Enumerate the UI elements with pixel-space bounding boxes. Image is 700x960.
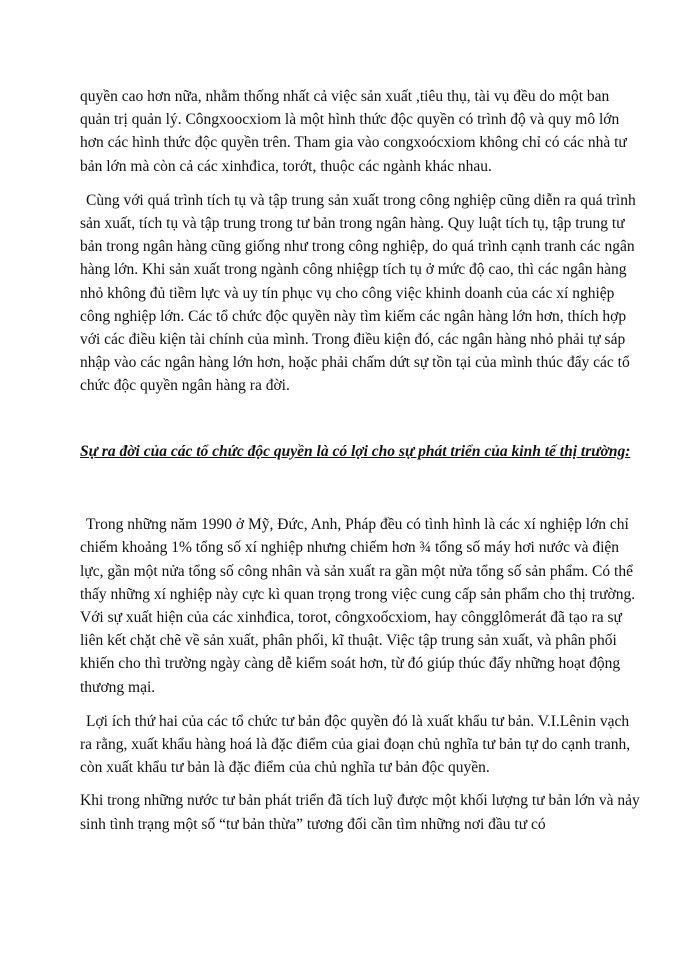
paragraph-4: Lợi ích thứ hai của các tổ chức tư bản độc quyền đó là xuất khẩu tư bản. V.I.Lênin vạch ra rằng, xuất khẩu hàng hoá là đặc điểm của giai đoạn chủ nghĩa tư bản tự do cạnh tranh, còn xuất khẩu tư bản là đặc điểm của chủ nghĩa tư bản độc quyền. bbox=[80, 712, 631, 777]
paragraph-3: Trong những năm 1990 ở Mỹ, Đức, Anh, Pháp đều có tình hình là các xí nghiệp lớn chỉ chiếm khoảng 1% tổng số xí nghiệp nhưng chiếm hơn ¾ tổng số máy hơi nước và điện lực, gần một nửa tổng số công nhân và sản xuất ra gần một nửa tổng số sản phẩm. Có thể thấy những xí nghiệp này cực kì quan trọng trong việc cung cấp sản phẩm cho thị trường. Với sự xuất hiện của các xinhđica, torot, côngxoốcxiom, hay côngglômerát đã tạo ra sự liên kết chặt chẽ về sản xuất, phân phối, kĩ thuật. Việc tập trung sản xuất, và phân phối khiến cho thì trường ngày càng dễ kiểm soát hơn, từ đó giúp thúc đẩy những hoạt động thương mại. bbox=[80, 516, 636, 696]
document-body bbox=[80, 85, 640, 836]
section-heading: Sự ra đời của các tổ chức độc quyền là có lợi cho sự phát triển của kinh tế thị trường: bbox=[80, 442, 631, 460]
paragraph-1: quyền cao hơn nữa, nhằm thống nhất cả việc sản xuất ,tiêu thụ, tài vụ đều do một ban quản trị quản lý. Côngxoocxiom là một hình thức độc quyền có trình độ và quy mô lớn hơn các hình thức độc quyền trên. Tham gia vào congxoócxiom không chỉ có các nhà tư bản lớn mà còn cả các xinhđica, torớt, thuộc các ngành khác nhau. bbox=[80, 88, 627, 175]
paragraph-5: Khi trong những nước tư bản phát triển đã tích luỹ được một khối lượng tư bản lớn và nảy sinh tình trạng một số “tư bản thừa” tương đối cần tìm những nơi đầu tư có bbox=[80, 792, 640, 833]
paragraph-2: Cùng với quá trình tích tụ và tập trung sản xuất trong công nghiệp cũng diễn ra quá trình sản xuất, tích tụ và tập trung trong tư bản trong ngân hàng. Quy luật tích tụ, tập trung tư bản trong ngân hàng cũng giống như trong công nghiệp, do quá trình cạnh tranh các ngân hàng lớn. Khi sản xuất trong ngành công nhiệgp tích tụ ở mức độ cao, thì các ngân hàng nhỏ không đủ tiềm lực và uy tín phục vụ cho công việc khinh doanh của các xí nghiệp công nghiệp lớn. Các tổ chức độc quyền này tìm kiếm các ngân hàng lớn hơn, thích hợp với các điều kiện tài chính của mình. Trong điều kiện đó, các ngân hàng nhỏ phải tự sáp nhập vào các ngân hàng lớn hơn, hoặc phải chấm dứt sự tồn tại của mình thúc đẩy các tổ chức độc quyền ngân hàng ra đời. bbox=[80, 191, 636, 395]
